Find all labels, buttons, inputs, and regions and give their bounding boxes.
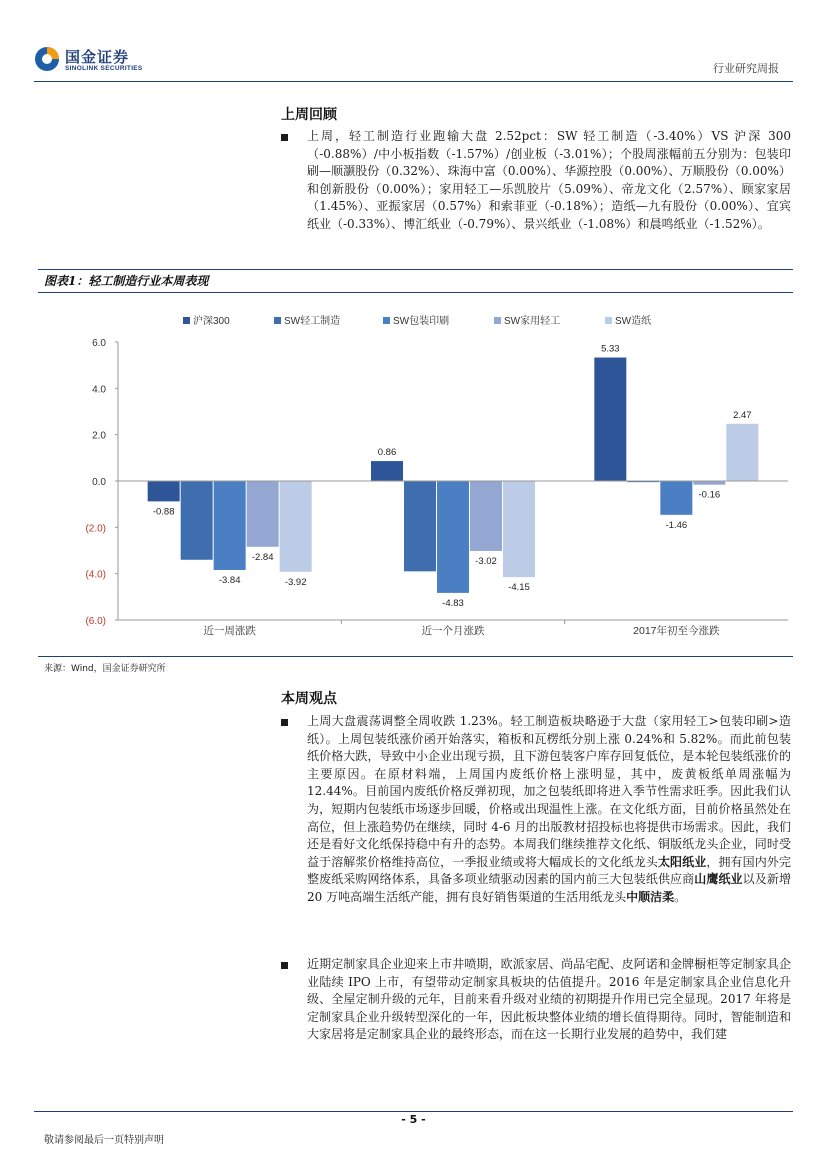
legend-swatch bbox=[383, 317, 390, 324]
y-tick-label: 2.0 bbox=[92, 430, 106, 442]
bar-value-label: 2.47 bbox=[733, 409, 752, 421]
review-bullet-item bbox=[281, 128, 791, 234]
x-tick-label: 近一周涨跌 bbox=[203, 625, 256, 637]
bar bbox=[280, 481, 312, 572]
bar-value-label: -3.92 bbox=[284, 576, 307, 588]
bar bbox=[693, 481, 725, 485]
bar-chart-svg bbox=[38, 296, 793, 650]
outlook-text-segment: 上周大盘震荡调整全周收跌 1.23%。轻工制造板块略逊于大盘（家用轻工>包装印刷>造纸）。上周包装纸涨价函开始落实，箱板和瓦楞纸分别上涨 0.24%和 5.82%。而此前包装纸价格大跌，导致中小企业出现亏损，且下游包装客户库存回复低位，是本轮包装纸涨价的主要原因。在原材料端，上周国内废纸价格上涨明显，其中，废黄板纸单周涨幅为 12.44%。目前国内废纸价格反弹初现，加之包装纸即将进入季节性需求旺季。因此我们认为，短期内包装纸市场逐步回暖，价格或出现温性上涨。在文化纸方面，目前价格虽然处在高位，但上涨趋势仍在继续，同时 4-6 月的出版教材招投标也将提供市场需求。因此，我们还是看好文化纸保持稳中有升的态势。本周我们继续推荐文化纸、铜版纸龙头企业，同时受益于溶解浆价格维持高位，一季报业绩或将大幅成长的文化纸龙头 bbox=[307, 714, 791, 869]
outlook-bullet-item-1 bbox=[281, 713, 791, 907]
y-tick-label: 4.0 bbox=[92, 384, 106, 396]
bullet-square-icon bbox=[281, 719, 288, 726]
bar bbox=[470, 481, 502, 551]
bullet-square-icon bbox=[281, 962, 288, 969]
figure-title: 图表1：轻工制造行业本周表现 bbox=[44, 274, 209, 288]
bar-value-label: 5.33 bbox=[601, 343, 620, 355]
highlighted-company-name: 山鹰纸业 bbox=[694, 872, 743, 887]
x-tick-label: 2017年初至今涨跌 bbox=[633, 625, 720, 637]
outlook-section-title: 本周观点 bbox=[281, 691, 337, 707]
bar bbox=[404, 481, 436, 571]
legend-swatch bbox=[605, 317, 612, 324]
legend-label: 沪深300 bbox=[193, 316, 230, 327]
footer-divider bbox=[34, 1111, 793, 1112]
y-axis bbox=[85, 338, 118, 627]
outlook-bullet-text-2: 近期定制家具企业迎来上市井喷期，欧派家居、尚品宅配、皮阿诺和金牌橱柜等定制家具企业陆续 IPO 上市，有望带动定制家具板块的估值提升。2016 年是定制家具企业信息化升级、全屋定制升级的元年，目前来看升级对业绩的初期提升作用已完全显现。2017 年将是定制家具企业升级转型深化的一年，因此板块整体业绩的增长值得期待。同时，智能制造和大家居将是定制家具企业的最终形态，而在这一长期行业发展的趋势中，我们建 bbox=[307, 957, 791, 1042]
page-header bbox=[0, 0, 827, 82]
logo-mark-icon bbox=[34, 46, 60, 72]
bar-value-label: -3.02 bbox=[475, 555, 497, 567]
legend-swatch bbox=[494, 317, 501, 324]
bar bbox=[214, 481, 246, 570]
bar bbox=[371, 461, 403, 481]
legend-label: SW家用轻工 bbox=[504, 316, 561, 327]
highlighted-company-name: 太阳纸业 bbox=[657, 854, 707, 869]
outlook-text-segment: ，拥有国内外完整废纸采购网络体系，具备多项业绩驱动因素的国内前三大包装纸供应商 bbox=[307, 854, 791, 887]
highlighted-company-name: 中顺洁柔 bbox=[626, 889, 675, 904]
bar-value-label: -1.46 bbox=[665, 519, 688, 531]
bar-value-label: -2.84 bbox=[251, 551, 274, 563]
legend-label: SW包装印刷 bbox=[393, 316, 450, 327]
bar-value-label: -3.84 bbox=[218, 574, 241, 586]
bar bbox=[148, 481, 180, 501]
legend-label: SW造纸 bbox=[615, 316, 652, 327]
report-type-label: 行业研究周报 bbox=[713, 62, 779, 75]
y-tick-label: (6.0) bbox=[85, 616, 106, 627]
chart-bars bbox=[148, 358, 759, 593]
figure-source: 来源：Wind，国金证券研究所 bbox=[44, 664, 166, 674]
legend-label: SW轻工制造 bbox=[284, 316, 341, 327]
outlook-text-segment: 以及新增 20 万吨高端生活纸产能，拥有良好销售渠道的生活用纸龙头 bbox=[307, 872, 791, 904]
logo-chinese-name: 国金证券 bbox=[65, 48, 130, 66]
bar bbox=[660, 481, 692, 515]
outlook-bullet-item-2 bbox=[281, 956, 791, 1044]
bullet-square-icon bbox=[281, 134, 288, 141]
industry-performance-chart bbox=[38, 296, 793, 650]
disclaimer-note: 敬请参阅最后一页特别声明 bbox=[44, 1135, 164, 1146]
figure-bottom-divider bbox=[38, 656, 793, 657]
figure-title-divider bbox=[38, 292, 793, 293]
logo-english-name: SINOLINK SECURITIES bbox=[65, 65, 143, 72]
chart-legend bbox=[183, 314, 651, 327]
header-divider bbox=[34, 81, 793, 82]
bar-value-label: -0.88 bbox=[152, 506, 175, 518]
bar bbox=[726, 424, 758, 481]
bar-value-label: 0.86 bbox=[377, 447, 397, 459]
bar-value-label: -4.15 bbox=[508, 582, 530, 594]
y-tick-label: 6.0 bbox=[92, 338, 106, 349]
review-section-title: 上周回顾 bbox=[281, 107, 337, 123]
x-tick-label: 近一个月涨跌 bbox=[421, 625, 485, 637]
y-tick-label: (2.0) bbox=[85, 523, 106, 535]
outlook-text-segment: 。 bbox=[674, 889, 687, 904]
bar-value-label: -0.16 bbox=[698, 489, 721, 501]
bar bbox=[247, 481, 279, 547]
y-tick-label: (4.0) bbox=[85, 569, 106, 581]
figure-top-divider bbox=[38, 269, 793, 270]
bar bbox=[437, 481, 469, 593]
company-logo bbox=[34, 46, 174, 76]
y-tick-label: 0.0 bbox=[92, 477, 106, 488]
review-bullet-text: 上周，轻工制造行业跑输大盘 2.52pct：SW 轻工制造（-3.40%）VS 沪深 300（-0.88%）/中小板指数（-1.57%）/创业板（-3.01%）；个股周涨幅前五分别为：包装印刷—顺灏股份（0.32%）、珠海中富（0.00%）、华源控股（0.00%）、万顺股份（0.00%）和创新股份（0.00%）；家用轻工—乐凯胶片（5.09%）、帝龙文化（2.57%）、顾家家居（1.45%）、亚振家居（0.57%）和索菲亚（-0.18%）；造纸—九有股份（0.00%）、宜宾纸业（-0.33%）、博汇纸业（-0.79%）、景兴纸业（-1.08%）和晨鸣纸业（-1.52%）。 bbox=[307, 129, 791, 231]
page-number: - 5 - bbox=[401, 1113, 426, 1126]
bar bbox=[503, 481, 535, 577]
bar bbox=[181, 481, 213, 560]
bar bbox=[594, 358, 626, 481]
outlook-bullet-text-1 bbox=[307, 713, 791, 907]
bar-value-label: -4.83 bbox=[442, 597, 464, 609]
legend-swatch bbox=[183, 317, 190, 324]
legend-swatch bbox=[274, 317, 281, 324]
